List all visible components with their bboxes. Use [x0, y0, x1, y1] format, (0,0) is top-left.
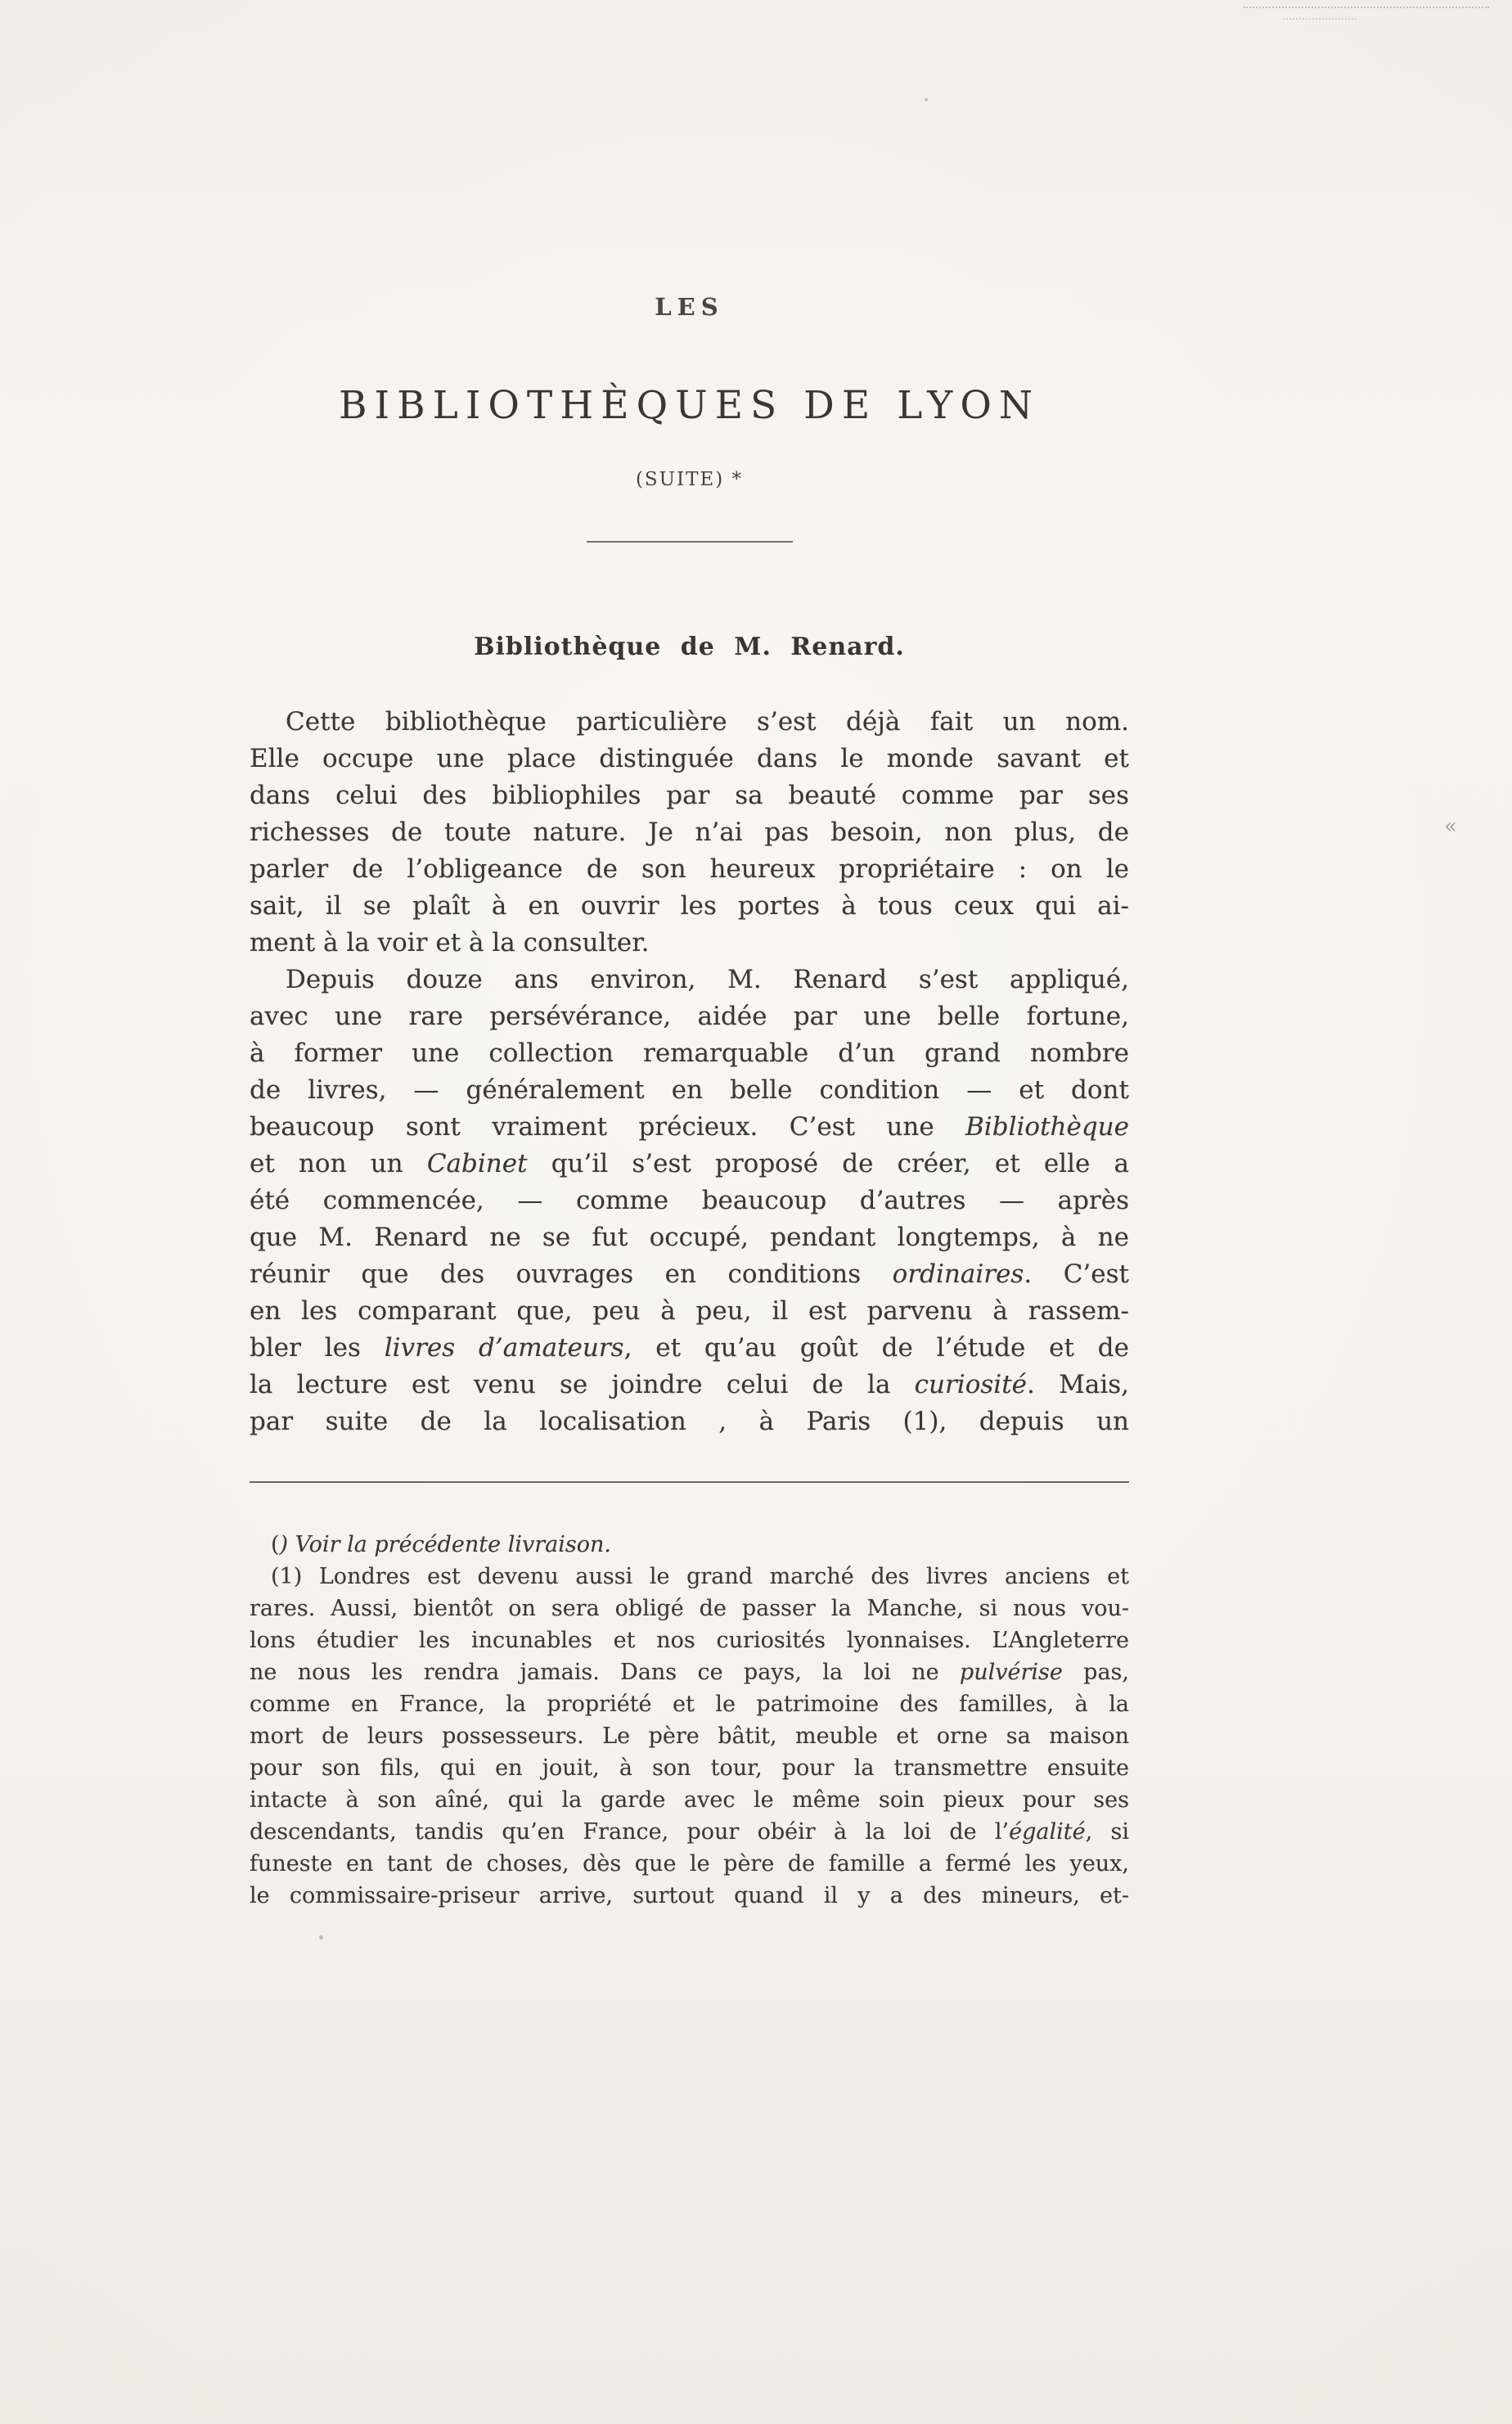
text-line: comme en France, la propriété et le patrimoine des familles, à la	[250, 1692, 1129, 1717]
paragraph	[250, 962, 1129, 1440]
text-line: beaucoup sont vraiment précieux. C’est une Bibliothèque	[250, 1112, 1129, 1142]
scan-artifact-margin-mark: «	[1444, 814, 1457, 839]
text-column	[250, 0, 1129, 1912]
text-line: rares. Aussi, bientôt on sera obligé de passer la Manche, si nous vou-	[250, 1596, 1129, 1621]
text-line: parler de l’obligeance de son heureux propriétaire : on le	[250, 854, 1129, 884]
body-text	[250, 704, 1129, 1440]
text-line: descendants, tandis qu’en France, pour obéir à la loi de l’égalité, si	[250, 1819, 1130, 1845]
scan-artifact-dotted-line	[1283, 18, 1357, 20]
title-rule	[587, 541, 793, 543]
text-line: dans celui des bibliophiles par sa beauté comme par ses	[250, 781, 1129, 810]
text-line: et non un Cabinet qu’il s’est proposé de créer, et elle a	[250, 1149, 1130, 1178]
text-line: mort de leurs possesseurs. Le père bâtit, meuble et orne sa maison	[250, 1723, 1129, 1749]
paragraph	[250, 1561, 1129, 1912]
text-line: lons étudier les incunables et nos curiosités lyonnaises. L’Angleterre	[250, 1628, 1129, 1653]
text-line: Cette bibliothèque particulière s’est déjà fait un nom.	[286, 707, 1129, 737]
text-line: été commencée, — comme beaucoup d’autres — après	[250, 1186, 1129, 1215]
text-line: funeste en tant de choses, dès que le père de famille a fermé les yeux,	[250, 1851, 1129, 1877]
footnote-separator-rule	[250, 1481, 1129, 1483]
text-line: richesses de toute nature. Je n’ai pas besoin, non plus, de	[250, 818, 1129, 847]
text-line: réunir que des ouvrages en conditions ordinaires. C’est	[250, 1259, 1129, 1289]
text-line: sait, il se plaît à en ouvrir les portes à tous ceux qui ai-	[250, 891, 1129, 921]
text-line: (1) Londres est devenu aussi le grand marché des livres anciens et	[271, 1564, 1129, 1589]
footnotes	[250, 1529, 1129, 1912]
series-title: LES	[655, 293, 724, 321]
scan-artifact-dotted-line	[1244, 7, 1489, 8]
text-line: que M. Renard ne se fut occupé, pendant longtemps, à ne	[250, 1223, 1129, 1252]
text-line: pour son fils, qui en jouit, à son tour, pour la transmettre ensuite	[250, 1755, 1129, 1781]
paragraph	[250, 1529, 1129, 1561]
text-line: Depuis douze ans environ, M. Renard s’est appliqué,	[286, 965, 1129, 994]
text-line: () Voir la précédente livraison.	[271, 1532, 611, 1557]
section-heading: Bibliothèque de M. Renard.	[474, 633, 905, 661]
subtitle: (SUITE) *	[635, 469, 744, 490]
text-line: à former une collection remarquable d’un grand nombre	[250, 1039, 1129, 1068]
text-line: en les comparant que, peu à peu, il est parvenu à rassem-	[250, 1296, 1129, 1326]
text-line: avec une rare persévérance, aidée par une belle fortune,	[250, 1002, 1129, 1031]
text-line: la lecture est venu se joindre celui de la curiosité. Mais,	[250, 1370, 1129, 1399]
text-line: intacte à son aîné, qui la garde avec le même soin pieux pour ses	[250, 1787, 1129, 1813]
text-line: par suite de la localisation , à Paris (1), depuis un	[250, 1407, 1129, 1436]
scan-artifact-speck	[319, 1935, 323, 1940]
text-line: le commissaire-priseur arrive, surtout quand il y a des mineurs, et-	[250, 1883, 1129, 1908]
text-line: ment à la voir et à la consulter.	[250, 928, 650, 957]
text-line: ne nous les rendra jamais. Dans ce pays, la loi ne pulvérise pas,	[250, 1660, 1129, 1685]
text-line: de livres, — généralement en belle condition — et dont	[250, 1075, 1129, 1105]
paragraph	[250, 704, 1129, 962]
text-line: bler les livres d’amateurs, et qu’au goût de l’étude et de	[250, 1333, 1130, 1363]
title-block	[250, 293, 1129, 543]
text-line: Elle occupe une place distinguée dans le monde savant et	[250, 744, 1129, 773]
main-title: BIBLIOTHÈQUES DE LYON	[338, 383, 1040, 428]
